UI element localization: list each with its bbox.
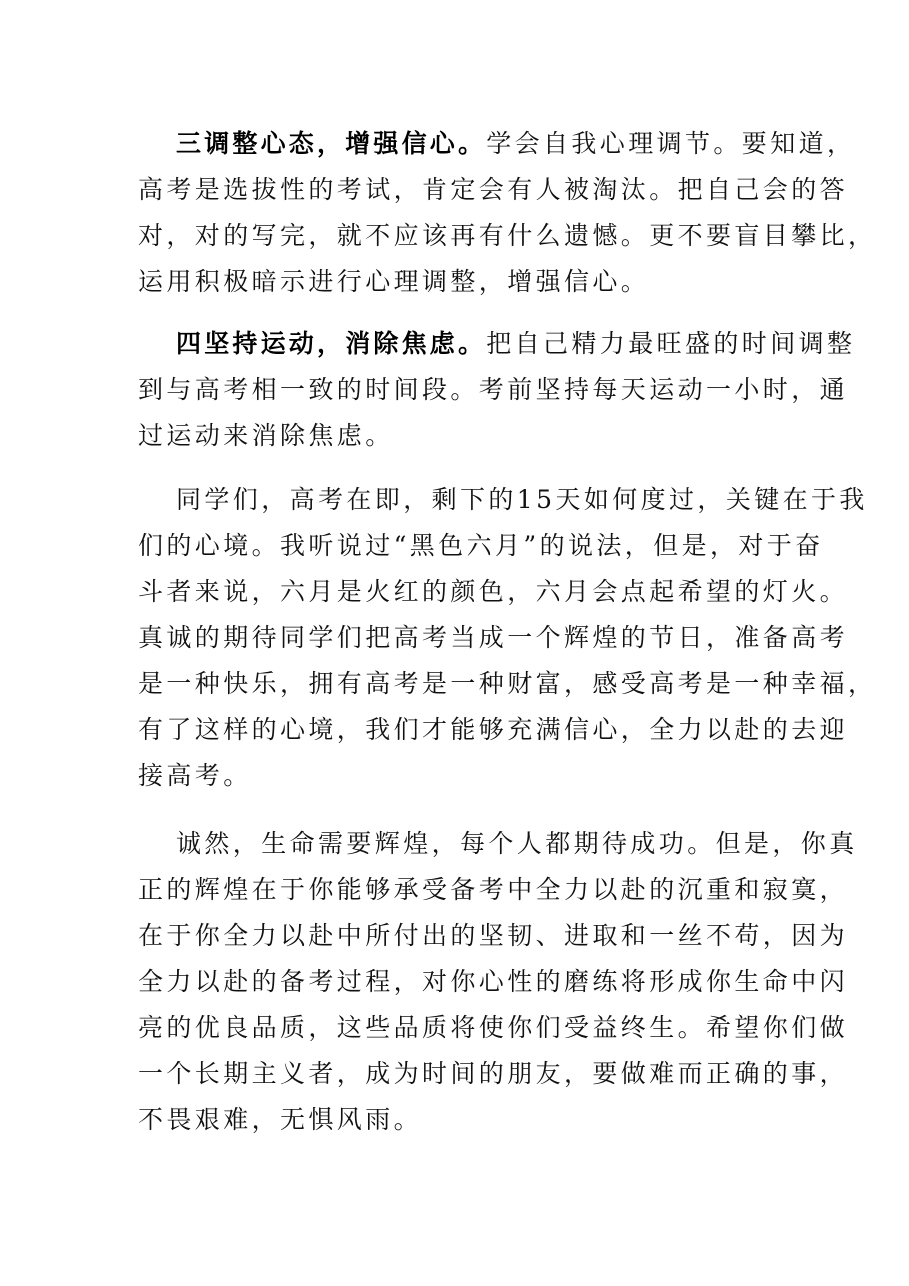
paragraph-line: 不畏艰难，无惧风雨。	[138, 1105, 423, 1134]
paragraph-line: 运用积极暗示进行心理调整，增强信心。	[138, 267, 650, 296]
paragraph-line: 真诚的期待同学们把高考当成一个辉煌的节日，准备高考	[138, 623, 849, 652]
paragraph-line: 有了这样的心境，我们才能够充满信心，全力以赴的去迎	[138, 715, 849, 744]
paragraph-text: 学会自我心理调节。要知道，	[486, 129, 856, 158]
paragraph-line: 诚然，生命需要辉煌，每个人都期待成功。但是，你真	[176, 829, 858, 858]
paragraph-line: 接高考。	[138, 761, 252, 790]
paragraph-line: 全力以赴的备考过程，对你心性的磨练将形成你生命中闪	[138, 967, 849, 996]
paragraph-line: 同学们，高考在即，剩下的15天如何度过，关键在于我	[176, 485, 868, 514]
paragraph-line: 过运动来消除焦虑。	[138, 421, 394, 450]
paragraph-text: 把自己精力最旺盛的时间调整	[486, 329, 856, 358]
paragraph-line: 是一种快乐，拥有高考是一种财富，感受高考是一种幸福，	[138, 669, 877, 698]
paragraph-line	[176, 120, 855, 168]
paragraph-line: 对，对的写完，就不应该再有什么遗憾。更不要盲目攀比，	[138, 221, 877, 250]
paragraph-line: 斗者来说，六月是火红的颜色，六月会点起希望的灯火。	[138, 577, 849, 606]
paragraph-line: 到与高考相一致的时间段。考前坚持每天运动一小时，通	[138, 375, 849, 404]
paragraph-line: 亮的优良品质，这些品质将使你们受益终生。希望你们做	[138, 1013, 849, 1042]
paragraph-heading: 四坚持运动，消除焦虑。	[176, 329, 487, 358]
paragraph-line: 一个长期主义者，成为时间的朋友，要做难而正确的事，	[138, 1059, 849, 1088]
paragraph-line: 正的辉煌在于你能够承受备考中全力以赴的沉重和寂寞，	[138, 875, 849, 904]
paragraph-heading: 三调整心态，增强信心。	[176, 129, 487, 158]
paragraph-line: 们的心境。我听说过“黑色六月”的说法，但是，对于奋	[138, 531, 824, 560]
paragraph-line: 在于你全力以赴中所付出的坚韧、进取和一丝不苟，因为	[138, 921, 849, 950]
paragraph-line	[176, 320, 855, 368]
paragraph-line: 高考是选拔性的考试，肯定会有人被淘汰。把自己会的答	[138, 175, 849, 204]
